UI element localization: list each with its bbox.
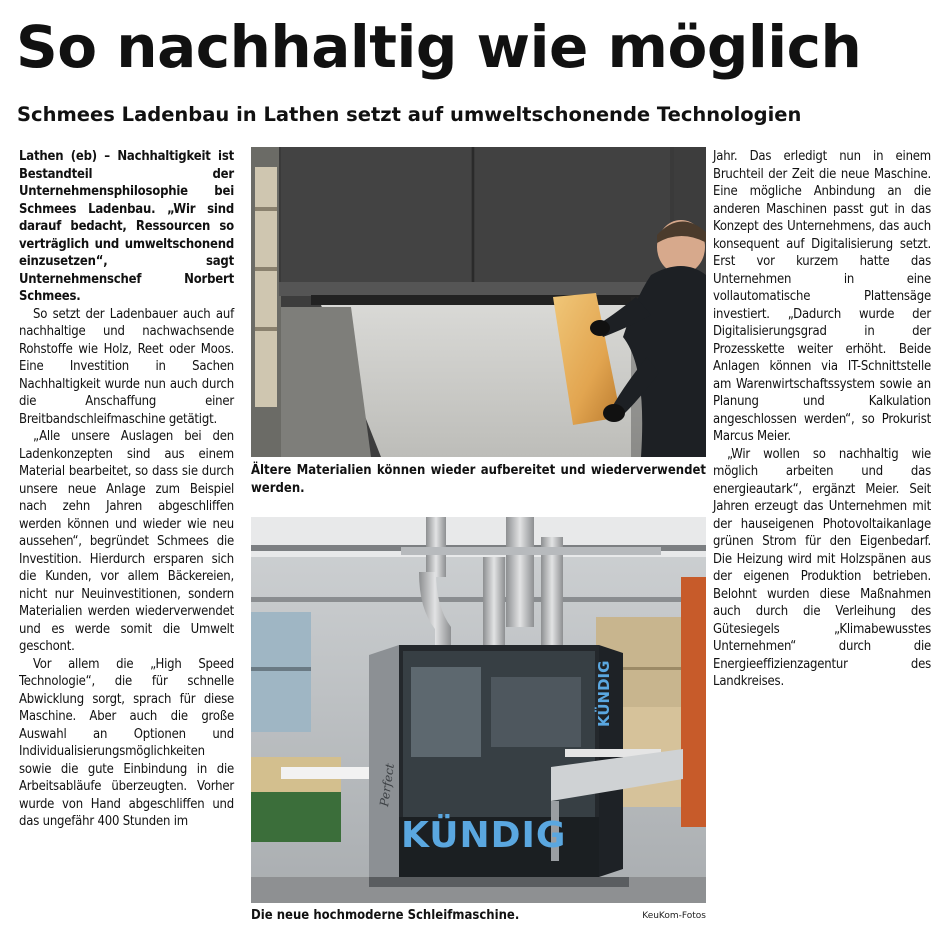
photo-bottom-caption: Die neue hochmoderne Schleifmaschine.	[251, 908, 520, 923]
photo-top-caption: Ältere Materialien können wieder aufbereitet und wiederverwendet werden.	[251, 463, 706, 496]
article-paragraph: „Alle unsere Auslagen bei den Ladenkonzepten sind aus einem Material bearbeitet, so dass sie durch unsere neue Anlage zum Beispiel nach zehn Jahren abgeschliffen werden können und wieder wie neu aussehen“, begründet Schmees die Investition. Hierdurch ersparen sich die Kunden, vor allem Bäckereien, nicht nur Neuinvestitionen, sondern Materialien werden wiederverwendet und es werde somit die Umwelt geschont.	[19, 429, 234, 654]
article-paragraph: So setzt der Ladenbauer auch auf nachhaltige und nachwachsende Rohstoffe wie Holz, Reet oder Moos. Eine Investition in Sachen Nachhaltigkeit wurde nun auch durch die Anschaffung einer Breitbandschleifmaschine getätigt.	[19, 306, 234, 427]
article-paragraph: Vor allem die „High Speed Technologie“, die für schnelle Abwicklung sorgt, sprach für diese Maschine. Aber auch die große Auswahl an Optionen und Individualisierungsmöglichkeiten sowie die gute Einbindung in die Arbeitsabläufe überzeugten. Vorher wurde von Hand abgeschliffen und das ungefähr 400 Stunden im	[19, 656, 234, 829]
article-paragraph: „Wir wollen so nachhaltig wie möglich arbeiten und das energieautark“, ergänzt Meier. Seit Jahren erzeugt das Unternehmen mit der hauseigenen Photovoltaikanlage grünen Strom für den Eigenbedarf. Die Heizung wird mit Holzspänen aus der eigenen Produktion betrieben. Belohnt wurden diese Maßnahmen auch durch die Verleihung des Gütesiegels „Klimabewusstes Unternehmen“ durch die Energieeffizienzagentur des Landkreises.	[713, 446, 931, 689]
photo-bottom-illustration	[251, 517, 706, 903]
article-column-left	[19, 148, 234, 831]
photo-top-illustration	[251, 147, 706, 457]
machine-model-label: Perfect	[377, 762, 398, 808]
photo-credit: KeuKom-Fotos	[642, 911, 706, 921]
machine-brand-side: KÜNDIG	[595, 660, 613, 727]
photo-sanding-machine	[251, 517, 706, 903]
subheadline: Schmees Ladenbau in Lathen setzt auf umweltschonende Technologien	[17, 103, 802, 126]
headline: So nachhaltig wie möglich	[16, 13, 862, 81]
photo-worker-sanding-board	[251, 147, 706, 457]
machine-brand-front: KÜNDIG	[401, 815, 567, 856]
article-column-right	[713, 148, 931, 691]
article-paragraph: Jahr. Das erledigt nun in einem Bruchteil der Zeit die neue Maschine. Eine mögliche Anbindung an die anderen Maschinen passt gut in das Konzept des Unternehmens, das auch konsequent auf Digitalisierung setzt. Erst vor kurzem hatte das Unternehmen in eine vollautomatische Plattensäge investiert. „Dadurch wurde der Digitalisierungsgrad in der Prozesskette weiter erhöht. Beide Anlagen können via IT-Schnittstelle am Warenwirtschaftssystem sowie an Planung und Kalkulation angeschlossen werden“, so Prokurist Marcus Meier.	[713, 149, 931, 444]
article-lead: Lathen (eb) – Nachhaltigkeit ist Bestandteil der Unternehmensphilosophie bei Schmees Ladenbau. „Wir sind darauf bedacht, Ressourcen so verträglich und umweltschonend einzusetzen“, sagt Unternehmenschef Norbert Schmees.	[19, 149, 234, 304]
